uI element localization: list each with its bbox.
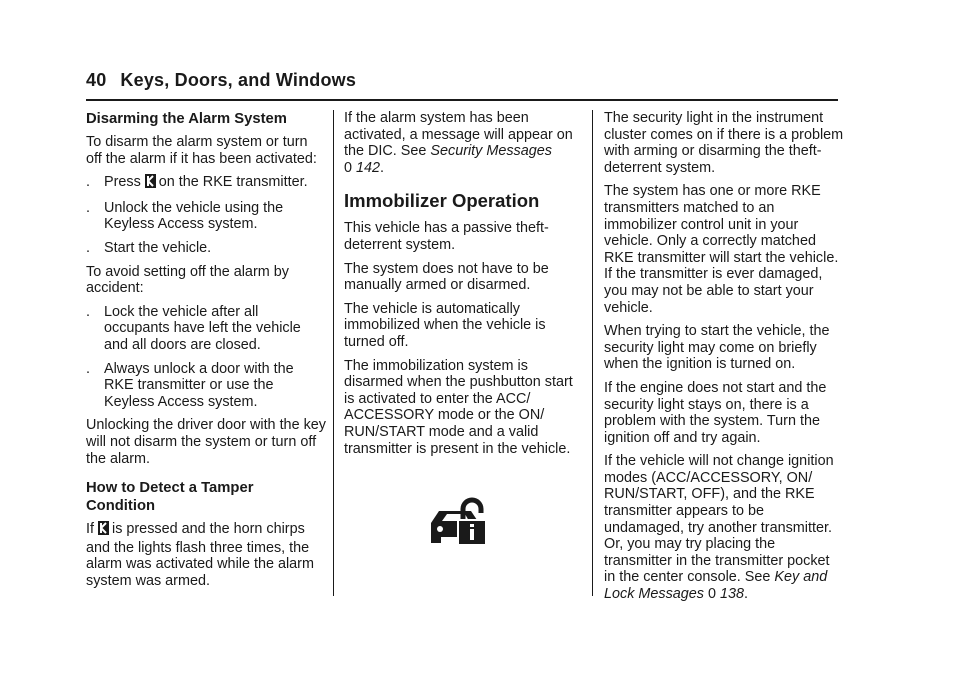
bullet-mark: .	[86, 360, 90, 377]
bullet-text: Unlock the vehicle using the Keyless Access system.	[104, 199, 284, 233]
cross-reference-link[interactable]: Key and Lock Messages	[604, 569, 828, 603]
paragraph: To disarm the alarm system or turn off the alarm if it has been activated:	[86, 134, 317, 167]
chapter-title: Keys, Doors, and Windows	[120, 70, 357, 90]
unlock-key-icon	[98, 521, 109, 540]
paragraph: This vehicle has a passive theft-deterrent system.	[344, 220, 549, 253]
bullet-text: Always unlock a door with the RKE transmitter or use the Keyless Access system.	[104, 360, 294, 410]
bullet-text: Press	[104, 174, 141, 191]
paragraph: Unlocking the driver door with the key will not disarm the system or turn off the alarm.	[86, 417, 326, 467]
paragraph: When trying to start the vehicle, the security light may come on briefly when the ignition is turned on.	[604, 323, 830, 373]
section-heading-disarming: Disarming the Alarm System	[86, 111, 287, 127]
paragraph: The system has one or more RKE transmitters matched to an immobilizer control unit in your vehicle. Only a correctly matched RKE transmitter will start the vehicle. If the transmitter is ever damaged, you may not be able to start your vehicle.	[604, 183, 839, 316]
list-item	[86, 304, 326, 354]
list-item	[86, 240, 326, 257]
bullet-mark: .	[86, 239, 90, 256]
page-header	[86, 70, 356, 91]
bullet-mark: .	[86, 303, 90, 320]
column-2	[344, 110, 584, 552]
paragraph: The system does not have to be manually armed or disarmed.	[344, 260, 549, 294]
paragraph	[344, 110, 584, 176]
column-3	[604, 110, 844, 610]
cross-reference-link[interactable]: Security Messages	[430, 143, 552, 160]
bullet-text: on the RKE transmitter.	[158, 174, 308, 191]
security-light-illustration	[344, 497, 584, 552]
header-rule	[86, 99, 838, 101]
list-item	[86, 174, 326, 193]
paragraph: To avoid setting off the alarm by accident:	[86, 263, 289, 297]
page-number: 40	[86, 70, 107, 90]
page-ref-arrow-icon: 0	[344, 159, 353, 176]
paragraph-text: If	[86, 521, 94, 538]
column-1	[86, 110, 326, 596]
unlock-key-icon	[145, 174, 156, 193]
security-lock-car-icon	[429, 497, 489, 547]
paragraph	[604, 453, 844, 602]
column-divider	[333, 110, 334, 596]
paragraph	[86, 521, 326, 589]
bullet-mark: .	[86, 174, 90, 191]
page-reference[interactable]: 138	[720, 586, 745, 603]
column-divider	[592, 110, 593, 596]
paragraph-text: If the alarm system has been activated, a message will appear on the DIC. See	[344, 110, 573, 160]
paragraph-text: .	[744, 586, 749, 603]
paragraph: If the engine does not start and the security light stays on, there is a problem with the system. Turn the ignition off and try again.	[604, 379, 827, 446]
paragraph: The immobilization system is disarmed when the pushbutton start is activated to enter the ACC/ ACCESSORY mode or the ON/ RUN/START mode and a valid transmitter is present in the vehicle.	[344, 357, 573, 457]
paragraph-text: .	[380, 159, 385, 176]
bullet-text: Start the vehicle.	[104, 239, 212, 256]
section-heading-immobilizer: Immobilizer Operation	[344, 190, 540, 212]
paragraph: The security light in the instrument cluster comes on if there is a problem with arming or disarming the theft-deterrent system.	[604, 110, 844, 176]
list-item	[86, 361, 326, 411]
paragraph: The vehicle is automatically immobilized when the vehicle is turned off.	[344, 300, 546, 350]
section-heading-tamper: How to Detect a Tamper Condition	[86, 480, 254, 515]
bullet-mark: .	[86, 199, 90, 216]
page-reference[interactable]: 142	[356, 159, 381, 176]
bullet-text: Lock the vehicle after all occupants have left the vehicle and all doors are closed.	[104, 303, 301, 353]
page-ref-arrow-icon: 0	[707, 586, 716, 603]
paragraph-text: If the vehicle will not change ignition modes (ACC/ACCESSORY, ON/ RUN/START, OFF), and the RKE transmitter appears to be undamaged, try another transmitter. Or, you may try placing the transmitter in the transmitter pocket in the center console. See	[604, 453, 834, 586]
list-item	[86, 200, 326, 233]
paragraph-text: is pressed and the horn chirps and the lights flash three times, the alarm was activated while the alarm system was armed.	[86, 521, 314, 589]
